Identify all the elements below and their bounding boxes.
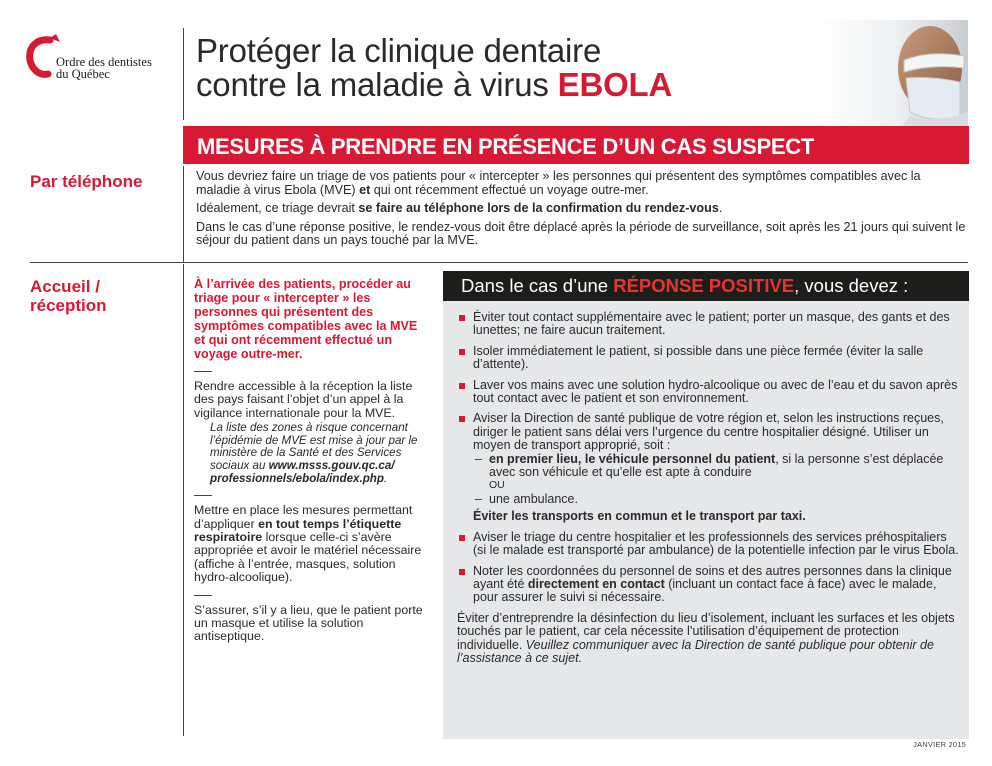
phone-section bbox=[196, 170, 968, 253]
title-line-1: Protéger la clinique dentaire bbox=[196, 32, 602, 69]
positive-response-body bbox=[457, 311, 963, 665]
section-band bbox=[183, 126, 969, 164]
odq-logo bbox=[26, 34, 176, 84]
reception-column bbox=[194, 277, 424, 644]
bullet-item: Éviter tout contact supplémentaire avec le patient; porter un masque, des gants et des lunettes; ne faire aucun traitement. bbox=[457, 311, 963, 338]
title-accent-ebola: EBOLA bbox=[557, 66, 673, 103]
header-divider bbox=[183, 28, 184, 120]
phone-divider bbox=[183, 166, 184, 262]
section-divider bbox=[30, 262, 968, 263]
final-note: Éviter d’entreprendre la désinfection du lieu d’isolement, incluant les surfaces et les objets touchés par le patient, car cela nécessite l’utilisation d’équipement de protection individuelle. Veuillez communiquer avec la Direction de santé publique pour obtenir de l’assistance à ce sujet. bbox=[457, 610, 955, 665]
publication-date: JANVIER 2015 bbox=[913, 740, 966, 749]
phone-paragraph-3: Dans le cas d’une réponse positive, le rendez-vous doit être déplacé après la période de surveillance, soit après les 21 jours qui suivent le séjour du patient dans un pays touché par la MVE. bbox=[196, 219, 966, 247]
document-title bbox=[196, 34, 672, 102]
masked-dentist-photo bbox=[820, 20, 968, 132]
positive-response-box bbox=[443, 271, 969, 739]
heading-reception: Accueil / réception bbox=[30, 277, 107, 315]
reception-triage-text: À l’arrivée des patients, procéder au triage pour « intercepter » les personnes qui présentent des symptômes compatibles avec la MVE et qui ont récemment effectué un voyage outre-mer. bbox=[194, 277, 418, 361]
small-divider bbox=[194, 495, 212, 496]
msss-link: www.msss.gouv.qc.ca/ professionnels/ebola/index.php bbox=[210, 459, 395, 485]
heading-phone: Par téléphone bbox=[30, 172, 143, 191]
bullet-item: Aviser le triage du centre hospitalier et les professionnels des services préhospitaliers (si le malade est transporté par ambulance) de la potentielle infection par le virus Ebola. bbox=[457, 531, 963, 558]
bullet-item: Noter les coordonnées du personnel de soins et des autres personnes dans la clinique ayant été directement en contact (incluant un contact face à face) avec le malade, pour assurer le suivi si nécessaire. bbox=[457, 565, 963, 605]
reception-divider bbox=[183, 264, 184, 736]
small-divider bbox=[194, 595, 212, 596]
bullet-item: Laver vos mains avec une solution hydro-alcoolique ou avec de l’eau et du savon après tout contact avec le patient et son environnement. bbox=[457, 379, 963, 406]
phone-paragraph-1: Vous devriez faire un triage de vos patients pour « intercepter » les personnes qui présentent des symptômes compatibles avec la maladie à virus Ebola (MVE) et qui ont récemment effectué un voyage outre-mer. bbox=[196, 169, 921, 197]
reception-note: La liste des zones à risque concernant l’épidémie de MVE est mise à jour par le ministère de la Santé et des Services sociaux au www.msss.gouv.qc.ca/ professionnels/ebola/index.php. bbox=[210, 421, 418, 485]
title-line-2: contre la maladie à virus bbox=[196, 66, 558, 103]
dash-item: – en premier lieu, le véhicule personnel du patient, si la personne s’est déplacée avec son véhicule et qu’elle est apte à conduire bbox=[475, 451, 944, 480]
small-divider bbox=[194, 371, 212, 372]
band-title: MESURES À PRENDRE EN PRÉSENCE D’UN CAS SUSPECT bbox=[197, 134, 814, 159]
transport-warning: Éviter les transports en commun et le transport par taxi. bbox=[473, 509, 806, 524]
dash-item: – une ambulance. bbox=[475, 491, 578, 506]
phone-paragraph-2: Idéalement, ce triage devrait se faire au téléphone lors de la confirmation du rendez-vous. bbox=[196, 201, 723, 215]
reception-respiratory-text: Mettre en place les mesures permettant d’appliquer en tout temps l’étiquette respiratoire lorsque celle-ci s’avère appropriée et avoir le matériel nécessaire (affiche à l’entrée, masques, solution hydro-alcoolique). bbox=[194, 503, 422, 585]
logo-text: Ordre des dentistes du Québec bbox=[56, 55, 152, 81]
or-text: OU bbox=[489, 479, 505, 492]
reception-mask-text: S’assurer, s’il y a lieu, que le patient porte un masque et utilise la solution antiseptique. bbox=[194, 602, 423, 644]
bullet-item: Isoler immédiatement le patient, si possible dans une pièce fermée (éviter la salle d’attente). bbox=[457, 345, 963, 372]
positive-response-header: Dans le cas d’une RÉPONSE POSITIVE, vous devez : bbox=[443, 271, 969, 301]
reception-list-text: Rendre accessible à la réception la liste des pays faisant l’objet d’un appel à la vigilance internationale pour la MVE. bbox=[194, 379, 413, 420]
bullet-item: Aviser la Direction de santé publique de votre région et, selon les instructions reçues, diriger le patient sans délai vers l’urgence du centre hospitalier désigné. Utiliser un moyen de transport approprié, soit : – en premier lieu, le véhicule personnel du patient, si la personne s’est déplacée avec son véhicule et qu’elle est apte à conduire OU – une ambulance. Éviter les transports en commun et le transport par taxi. bbox=[457, 412, 963, 523]
